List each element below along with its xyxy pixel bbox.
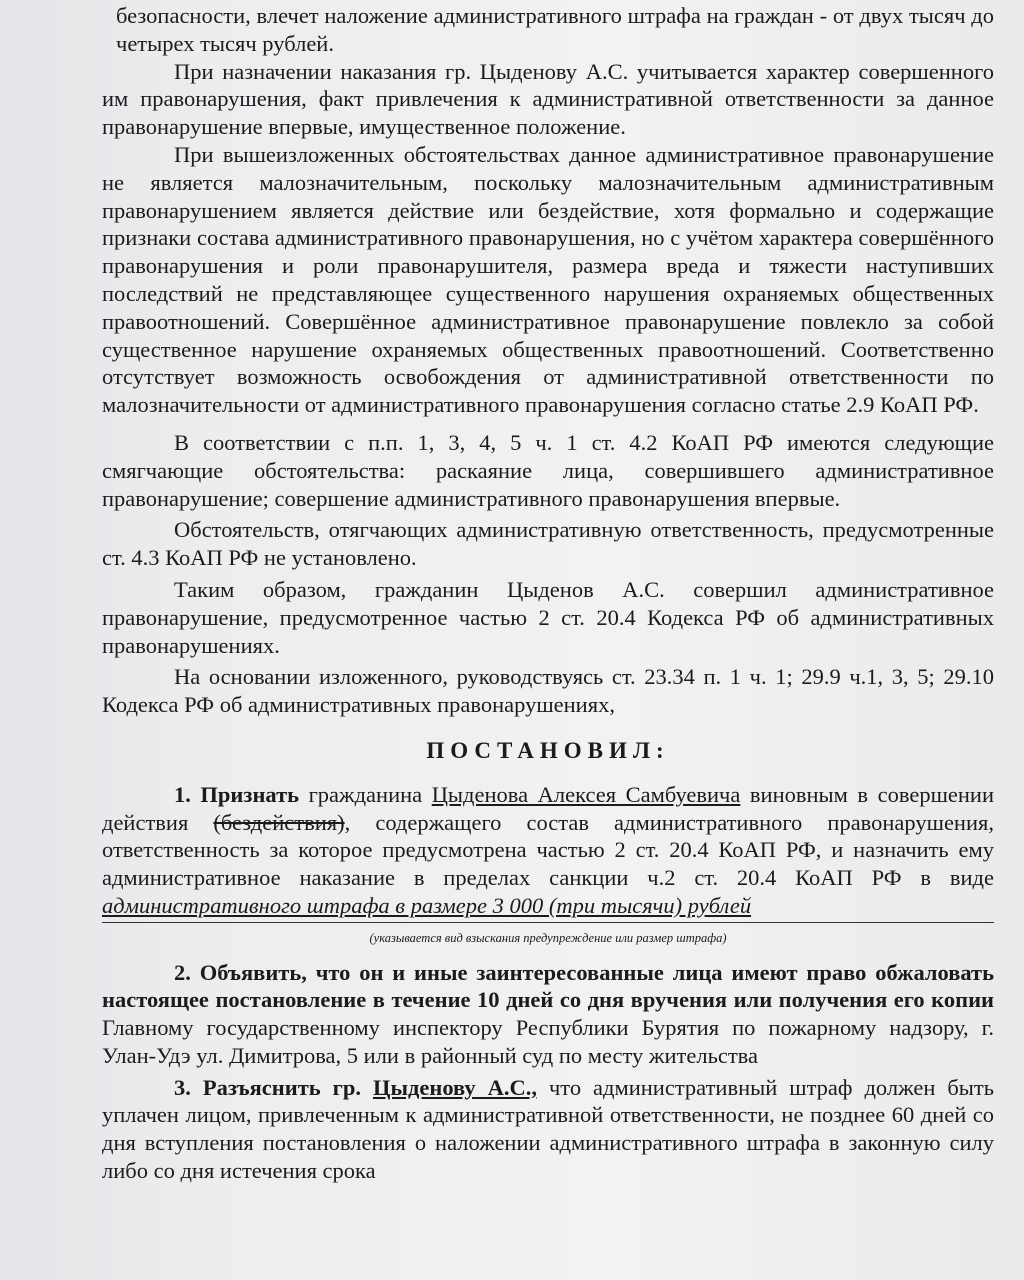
penalty-text: административного штрафа в размере 3 000 (три тысячи) рублей [102, 892, 752, 918]
item2-bold: 2. Объявить, что он и иные заинтересованные лица имеют право обжаловать настоящее постановление в течение 10 дней со дня вручения или получения его копии [102, 959, 994, 1013]
item3-name: Цыденову А.С., [372, 1074, 537, 1100]
struck-text: (бездействия) [213, 809, 345, 835]
document-body [102, 2, 994, 1185]
item2-text: Главному государственному инспектору Республики Бурятия по пожарному надзору, г. Улан-Удэ ул. Димитрова, 5 или в районный суд по месту жительства [102, 1015, 994, 1068]
item1-text-a: гражданина [299, 781, 432, 807]
resolution-heading: ПОСТАНОВИЛ: [426, 737, 670, 763]
item1-text-c: , содержащего состав административного правонарушения, ответственность за которое предусмотрена частью 2 ст. 20.4 КоАП РФ, и назначить ему административное наказание в пределах санкции ч.2 ст. 20.4 КоАП РФ в виде [102, 809, 994, 891]
item3-bold: 3. Разъяснить гр. [174, 1074, 373, 1100]
resolution-item-2 [102, 959, 994, 1070]
penalty-field-note: (указывается вид взыскания предупреждение или размер штрафа) [102, 922, 994, 953]
item1-lead: 1. Признать [174, 781, 300, 807]
paragraph-conclusion: Таким образом, гражданин Цыденов А.С. совершил административное правонарушение, предусмотренное частью 2 ст. 20.4 Кодекса РФ об административных правонарушениях. [102, 576, 994, 658]
resolution-item-1 [102, 781, 994, 920]
item1-text-b: виновным в совершении действия [102, 781, 994, 835]
paragraph-legal-basis: На основании изложенного, руководствуясь ст. 23.34 п. 1 ч. 1; 29.9 ч.1, 3, 5; 29.10 Кодекса РФ об административных правонарушениях, [102, 664, 994, 718]
offender-name: Цыденова Алексея Самбуевича [431, 781, 741, 807]
paragraph-fine-range: безопасности, влечет наложение административного штрафа на граждан - от двух тысяч до четырех тысяч рублей. [116, 3, 994, 56]
resolution-item-3 [102, 1074, 994, 1185]
paragraph-aggravating: Обстоятельств, отягчающих административную ответственность, предусмотренные ст. 4.3 КоАП РФ не установлено. [102, 517, 994, 571]
paragraph-mitigating: В соответствии с п.п. 1, 3, 4, 5 ч. 1 ст. 4.2 КоАП РФ имеются следующие смягчающие обстоятельства: раскаяние лица, совершившего административное правонарушение; совершение административного правонарушения впервые. [102, 429, 994, 511]
paragraph-punishment: При назначении наказания гр. Цыденову А.С. учитывается характер совершенного им правонарушения, факт привлечения к административной ответственности за данное правонарушение впервые, имущественное положение. [102, 58, 994, 140]
paragraph-circumstances: При вышеизложенных обстоятельствах данное административное правонарушение не является малозначительным, поскольку малозначительным административным правонарушением является действие или бездействие, хотя формально и содержащие признаки состава административного правонарушения, но с учётом характера совершённого правонарушения и роли правонарушителя, размера вреда и тяжести наступивших последствий не представляющее существенного нарушения охраняемых общественных правоотношений. Совершённое административное правонарушение повлекло за собой существенное нарушение охраняемых общественных правоотношений. Соответственно отсутствует возможность освобождения от административной ответственности по малозначительности от административного правонарушения согласно статье 2.9 КоАП РФ. [102, 141, 994, 418]
item3-text: что административный штраф должен быть уплачен лицом, привлеченным к административной ответственности, не позднее 60 дней со дня вступления постановления о наложении административного штрафа в законную силу либо со дня истечения срока [102, 1074, 994, 1184]
